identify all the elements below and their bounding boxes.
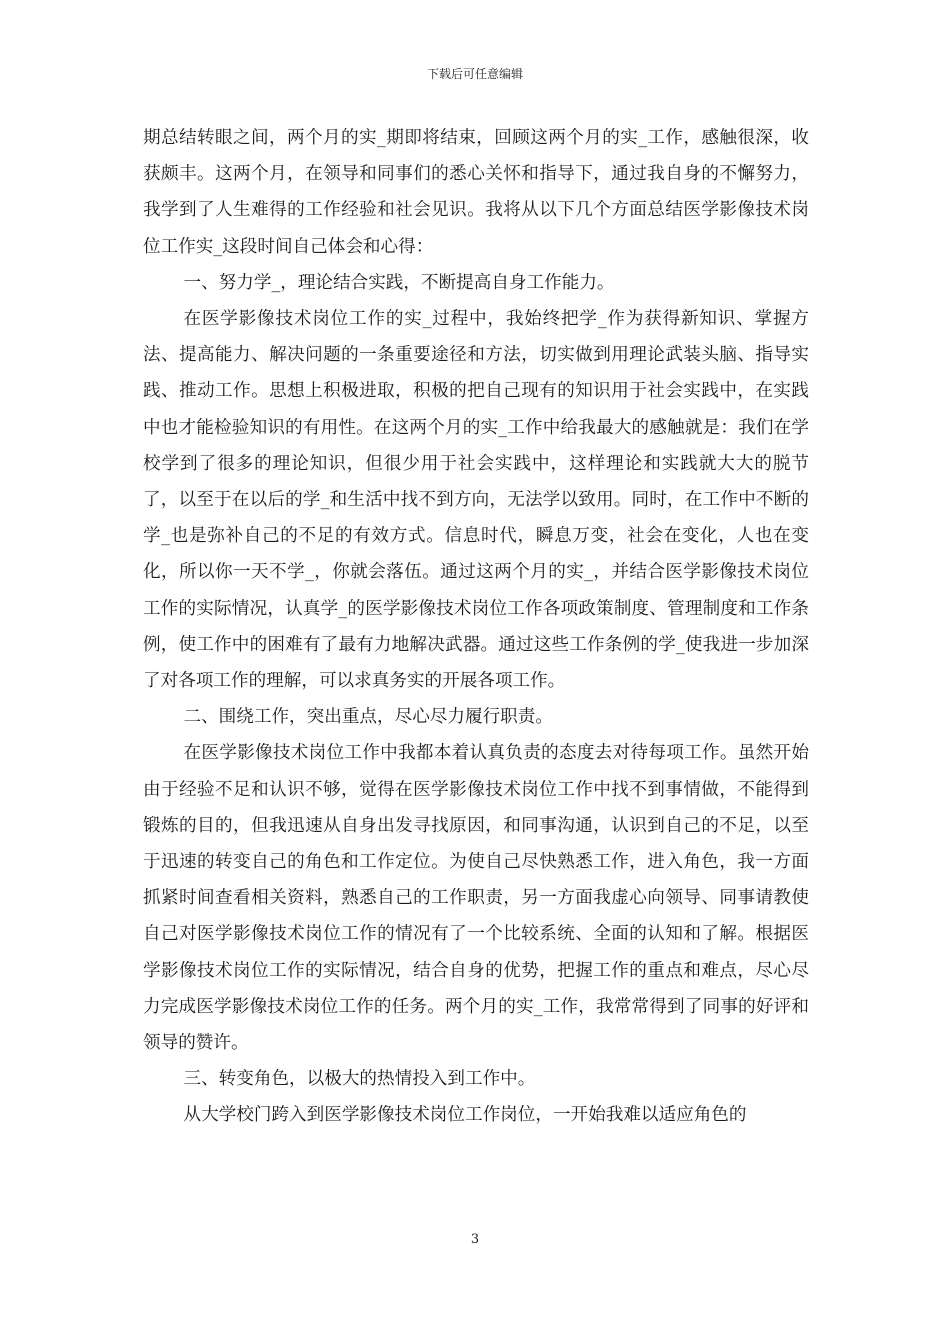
document-body (143, 120, 809, 1134)
paragraph-section-3: 从大学校门跨入到医学影像技术岗位工作岗位，一开始我难以适应角色的 (183, 1105, 747, 1126)
page-number: 3 (470, 1232, 480, 1247)
paragraph-intro: 期总结转眼之间，两个月的实_期即将结束，回顾这两个月的实_工作，感触很深，收获颇丰。这两个月，在领导和同事们的悉心关怀和指导下，通过我自身的不懈努力，我学到了人生难得的工作经验和社会见识。我将从以下几个方面总结医学影像技术岗位工作实_这段时间自己体会和心得： (143, 128, 809, 257)
section-heading-1: 一、努力学_，理论结合实践，不断提高自身工作能力。 (183, 272, 615, 293)
paragraph-section-1: 在医学影像技术岗位工作的实_过程中，我始终把学_作为获得新知识、掌握方法、提高能力、解决问题的一条重要途径和方法，切实做到用理论武装头脑、指导实践、推动工作。思想上积极进取，积极的把自己现有的知识用于社会实践中，在实践中也才能检验知识的有用性。在这两个月的实_工作中给我最大的感触就是：我们在学校学到了很多的理论知识，但很少用于社会实践中，这样理论和实践就大大的脱节了，以至于在以后的学_和生活中找不到方向，无法学以致用。同时，在工作中不断的学_也是弥补自己的不足的有效方式。信息时代，瞬息万变，社会在变化，人也在变化，所以你一天不学_，你就会落伍。通过这两个月的实_，并结合医学影像技术岗位工作的实际情况，认真学_的医学影像技术岗位工作各项政策制度、管理制度和工作条例，使工作中的困难有了最有力地解决武器。通过这些工作条例的学_使我进一步加深了对各项工作的理解，可以求真务实的开展各项工作。 (143, 309, 809, 692)
section-heading-3: 三、转变角色，以极大的热情投入到工作中。 (183, 1069, 536, 1090)
paragraph-section-2: 在医学影像技术岗位工作中我都本着认真负责的态度去对待每项工作。虽然开始由于经验不足和认识不够，觉得在医学影像技术岗位工作中找不到事情做，不能得到锻炼的目的，但我迅速从自身出发寻找原因，和同事沟通，认识到自己的不足，以至于迅速的转变自己的角色和工作定位。为使自己尽快熟悉工作，进入角色，我一方面抓紧时间查看相关资料，熟悉自己的工作职责，另一方面我虚心向领导、同事请教使自己对医学影像技术岗位工作的情况有了一个比较系统、全面的认知和了解。根据医学影像技术岗位工作的实际情况，结合自身的优势，把握工作的重点和难点，尽心尽力完成医学影像技术岗位工作的任务。两个月的实_工作，我常常得到了同事的好评和领导的赞许。 (143, 743, 809, 1054)
section-heading-2: 二、围绕工作，突出重点，尽心尽力履行职责。 (183, 707, 553, 728)
page-header: 下载后可任意编辑 (426, 67, 523, 81)
